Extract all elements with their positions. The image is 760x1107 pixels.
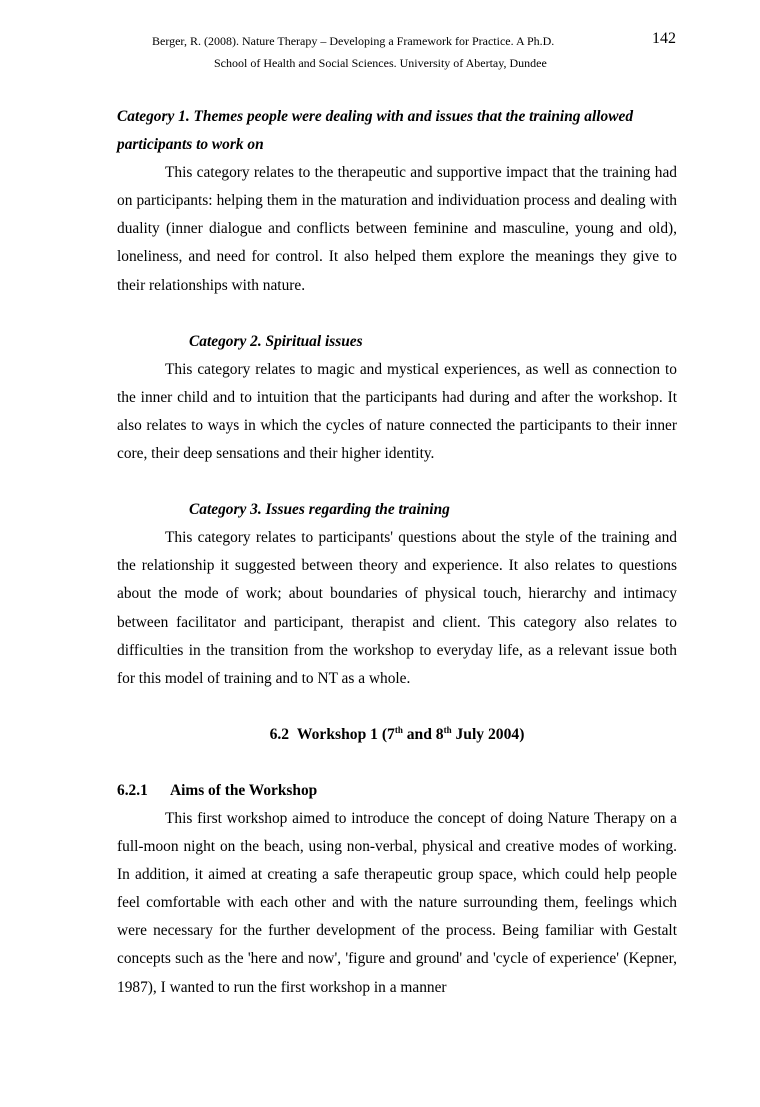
subsection-title: Aims of the Workshop: [170, 781, 318, 799]
section-heading: [117, 721, 677, 749]
subsection-number: 6.2.1: [117, 781, 148, 799]
spacer: [117, 300, 677, 328]
ordinal-suffix: th: [443, 724, 452, 735]
spacer: [117, 693, 677, 721]
header-institution: School of Health and Social Sciences. University of Abertay, Dundee: [214, 56, 547, 70]
spacer: [117, 749, 677, 777]
category-1-paragraph: This category relates to the therapeutic and supportive impact that the training had on participants: helping them in the maturation and individuation process and dealing with duality (inner dialogue and conflicts between feminine and masculine, young and old), loneliness, and need for control. It also helped them explore the meanings they give to their relationships with nature.: [117, 164, 677, 294]
category-2-heading: Category 2. Spiritual issues: [189, 332, 363, 350]
section-title-suffix: July 2004): [451, 725, 525, 743]
page-number: 142: [652, 30, 676, 47]
category-1-heading: Category 1. Themes people were dealing with and issues that the training allowed participants to work on: [117, 108, 634, 154]
ordinal-suffix: th: [394, 724, 403, 735]
section-number: 6.2: [269, 725, 290, 743]
section-title-mid: and 8: [402, 725, 444, 743]
header-citation: Berger, R. (2008). Nature Therapy – Developing a Framework for Practice. A Ph.D.: [152, 34, 555, 48]
page-body: [117, 103, 677, 1002]
subsection-paragraph: This first workshop aimed to introduce the concept of doing Nature Therapy on a full-moon night on the beach, using non-verbal, physical and creative modes of working. In addition, it aimed at creating a safe therapeutic group space, which could help people feel comfortable with each other and with the nature surrounding them, feelings which were necessary for the further development of the process. Being familiar with Gestalt concepts such as the 'here and now', 'figure and ground' and 'cycle of experience' (Kepner, 1987), I wanted to run the first workshop in a manner: [117, 809, 677, 996]
subsection-heading: [117, 777, 677, 805]
section-title-prefix: Workshop 1 (7: [296, 725, 395, 743]
spacer: [117, 468, 677, 496]
category-3-heading: Category 3. Issues regarding the training: [189, 501, 450, 519]
category-2-paragraph: This category relates to magic and mystical experiences, as well as connection to the inner child and to intuition that the participants had during and after the workshop. It also relates to ways in which the cycles of nature connected the participants to their inner core, their deep sensations and their higher identity.: [117, 360, 677, 463]
category-3-paragraph: This category relates to participants' questions about the style of the training and the relationship it suggested between theory and experience. It also relates to questions about the mode of work; about boundaries of physical touch, hierarchy and intimacy between facilitator and participant, therapist and client. This category also relates to difficulties in the transition from the workshop to everyday life, as a relevant issue both for this model of training and to NT as a whole.: [117, 529, 677, 687]
